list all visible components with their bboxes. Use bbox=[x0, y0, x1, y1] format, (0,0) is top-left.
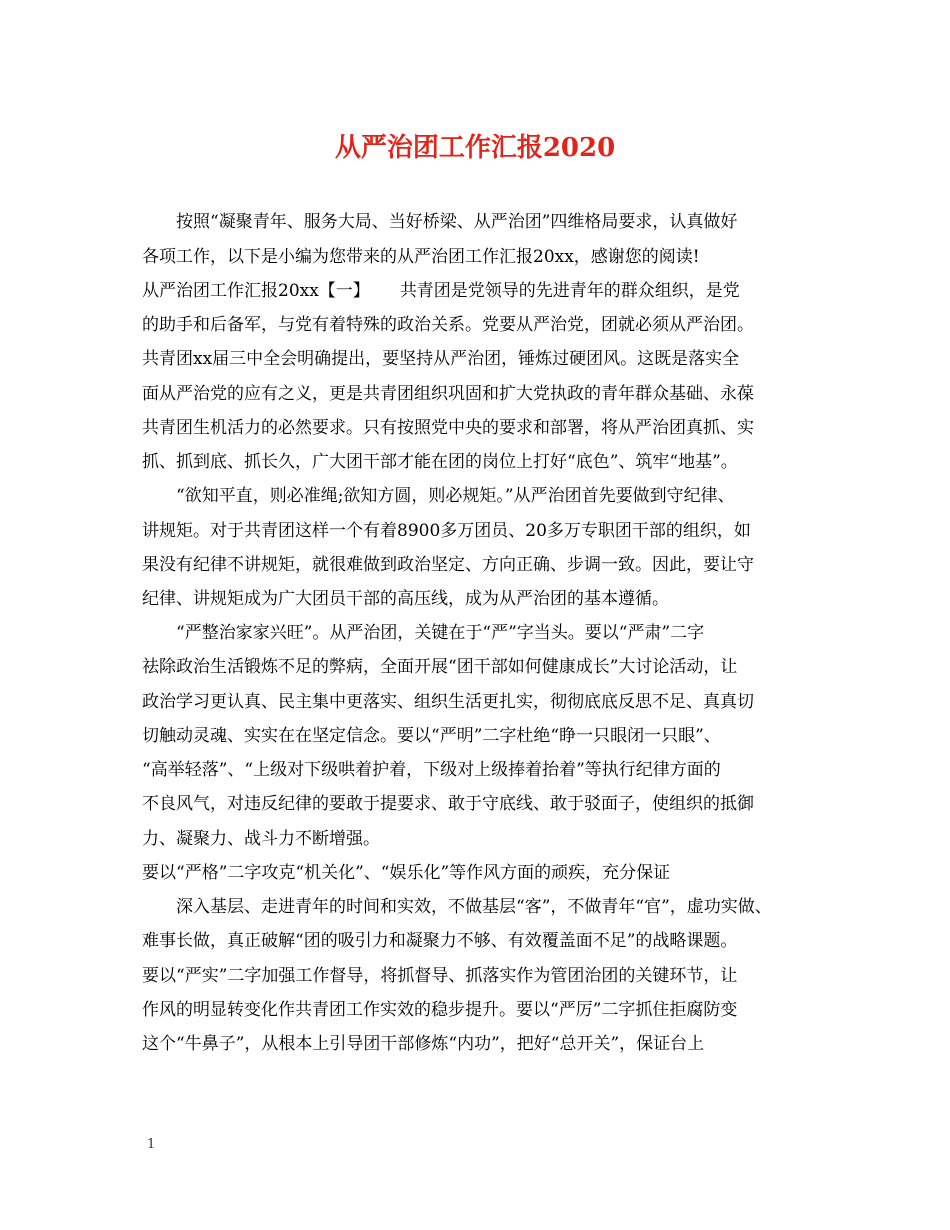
text-line: 作风的明显转变化作共青团工作实效的稳步提升。要以“严厉”二字抓住拒腐防变 bbox=[142, 1000, 738, 1020]
text-line: 要以“严格”二字攻克“机关化”、“娱乐化”等作风方面的顽疾，充分保证 bbox=[142, 863, 671, 883]
text-line: “欲知平直，则必准绳;欲知方圆，则必规矩。”从严治团首先要做到守纪律、 bbox=[176, 486, 735, 506]
text-line: 讲规矩。对于共青团这样一个有着8900多万团员、20多万专职团干部的组织，如 bbox=[142, 521, 751, 541]
page-number: 1 bbox=[147, 1137, 156, 1152]
text-line: 共青团xx届三中全会明确提出，要坚持从严治团，锤炼过硬团风。这既是落实全 bbox=[142, 349, 740, 369]
text-line: 政治学习更认真、民主集中更落实、组织生活更扎实，彻彻底底反思不足、真真切 bbox=[142, 692, 754, 712]
text-line: 抓、抓到底、抓长久，广大团干部才能在团的岗位上打好“底色”、筑牢“地基”。 bbox=[142, 452, 738, 472]
text-line bbox=[142, 277, 740, 305]
text-line: 各项工作，以下是小编为您带来的从严治团工作汇报20xx，感谢您的阅读! bbox=[142, 247, 700, 267]
text-line: 深入基层、走进青年的时间和实效，不做基层“客”，不做青年“官”，虚功实做、 bbox=[176, 897, 772, 917]
text-line: 果没有纪律不讲规矩，就很难做到政治坚定、方向正确、步调一致。因此，要让守 bbox=[142, 555, 754, 575]
document-title: 从严治团工作汇报2020 bbox=[334, 133, 616, 163]
text-line: 面从严治党的应有之义，更是共青团组织巩固和扩大党执政的青年群众基础、永葆 bbox=[142, 384, 754, 404]
text-line: 力、凝聚力、战斗力不断增强。 bbox=[142, 829, 380, 849]
text-line: 切触动灵魂、实实在在坚定信念。要以“严明”二字杜绝“睁一只眼闭一只眼”、 bbox=[142, 726, 721, 746]
text-line: 共青团生机活力的必然要求。只有按照党中央的要求和部署，将从严治团真抓、实 bbox=[142, 418, 754, 438]
text-line: 难事长做，真正破解“团的吸引力和凝聚力不够、有效覆盖面不足”的战略课题。 bbox=[142, 931, 738, 951]
text-line: “高举轻落”、“上级对下级哄着护着，下级对上级捧着抬着”等执行纪律方面的 bbox=[142, 760, 721, 780]
text-line: 的助手和后备军，与党有着特殊的政治关系。党要从严治党，团就必须从严治团。 bbox=[142, 315, 754, 335]
text-line: 纪律、讲规矩成为广大团员干部的高压线，成为从严治团的基本遵循。 bbox=[142, 589, 669, 609]
text-line: 按照“凝聚青年、服务大局、当好桥梁、从严治团”四维格局要求，认真做好 bbox=[176, 212, 738, 232]
section-heading: 从严治团工作汇报20xx【一】 bbox=[142, 281, 370, 301]
text-line: 这个“牛鼻子”，从根本上引导团干部修炼“内功”，把好“总开关”，保证台上 bbox=[142, 1034, 705, 1054]
text-span: 共青团是党领导的先进青年的群众组织，是党 bbox=[399, 281, 740, 301]
text-line: 要以“严实”二字加强工作督导，将抓督导、抓落实作为管团治团的关键环节，让 bbox=[142, 966, 738, 986]
text-line: 祛除政治生活锻炼不足的弊病，全面开展“团干部如何健康成长”大讨论活动，让 bbox=[142, 657, 738, 677]
text-line: 不良风气，对违反纪律的要敢于提要求、敢于守底线、敢于驳面子，使组织的抵御 bbox=[142, 794, 754, 814]
text-line: “严整治家家兴旺”。从严治团，关键在于“严”字当头。要以“严肃”二字 bbox=[176, 623, 705, 643]
